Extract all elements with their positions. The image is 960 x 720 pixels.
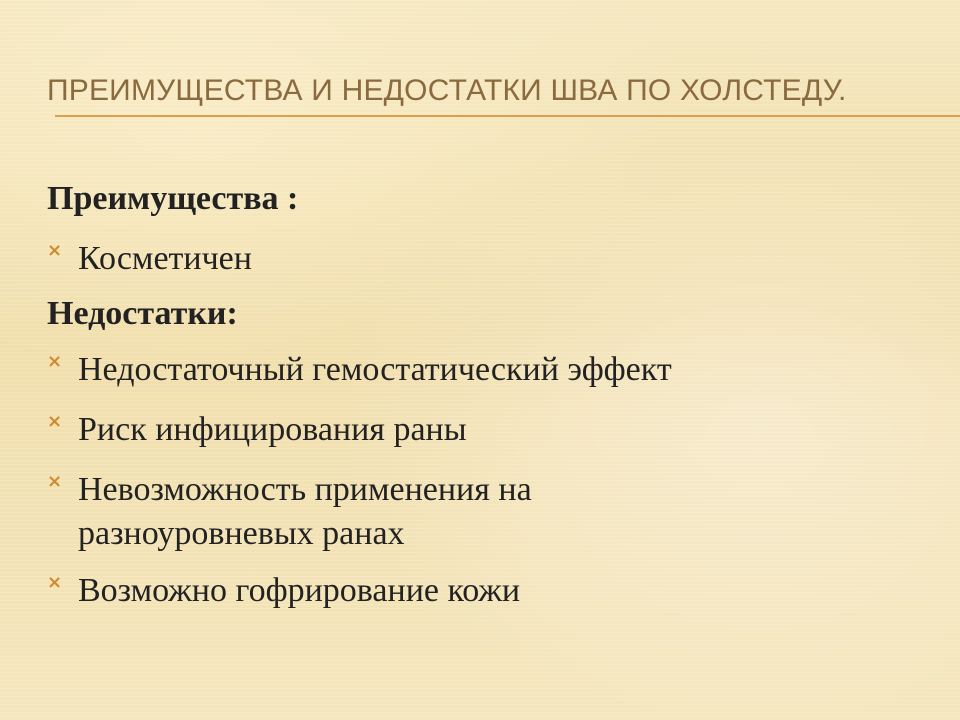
list-item-text: Невозможность применения на разноуровневых ранах <box>78 471 532 552</box>
list-item <box>47 465 907 556</box>
list-item-text: Риск инфицирования раны <box>78 411 467 448</box>
list-item-text: Возможно гофрирование кожи <box>78 572 521 609</box>
advantages-heading: Преимущества : <box>47 180 299 217</box>
list-item-text: Косметичен <box>78 240 252 277</box>
list-item <box>47 234 907 284</box>
title-underline <box>55 115 960 117</box>
list-item <box>47 566 907 616</box>
disadvantages-list <box>47 345 907 616</box>
disadvantages-heading: Недостатки: <box>47 295 238 332</box>
cross-bullet-icon: × <box>47 351 63 372</box>
cross-bullet-icon: × <box>47 240 63 261</box>
slide-title: ПРЕИМУЩЕСТВА И НЕДОСТАТКИ ШВА ПО ХОЛСТЕДУ. <box>47 74 847 107</box>
list-item <box>47 345 907 395</box>
slide-content <box>47 174 907 616</box>
cross-bullet-icon: × <box>47 411 63 432</box>
cross-bullet-icon: × <box>47 471 63 492</box>
list-item <box>47 405 907 455</box>
list-item-text: Недостаточный гемостатический эффект <box>78 351 672 388</box>
advantages-list <box>47 234 907 284</box>
cross-bullet-icon: × <box>47 572 63 593</box>
